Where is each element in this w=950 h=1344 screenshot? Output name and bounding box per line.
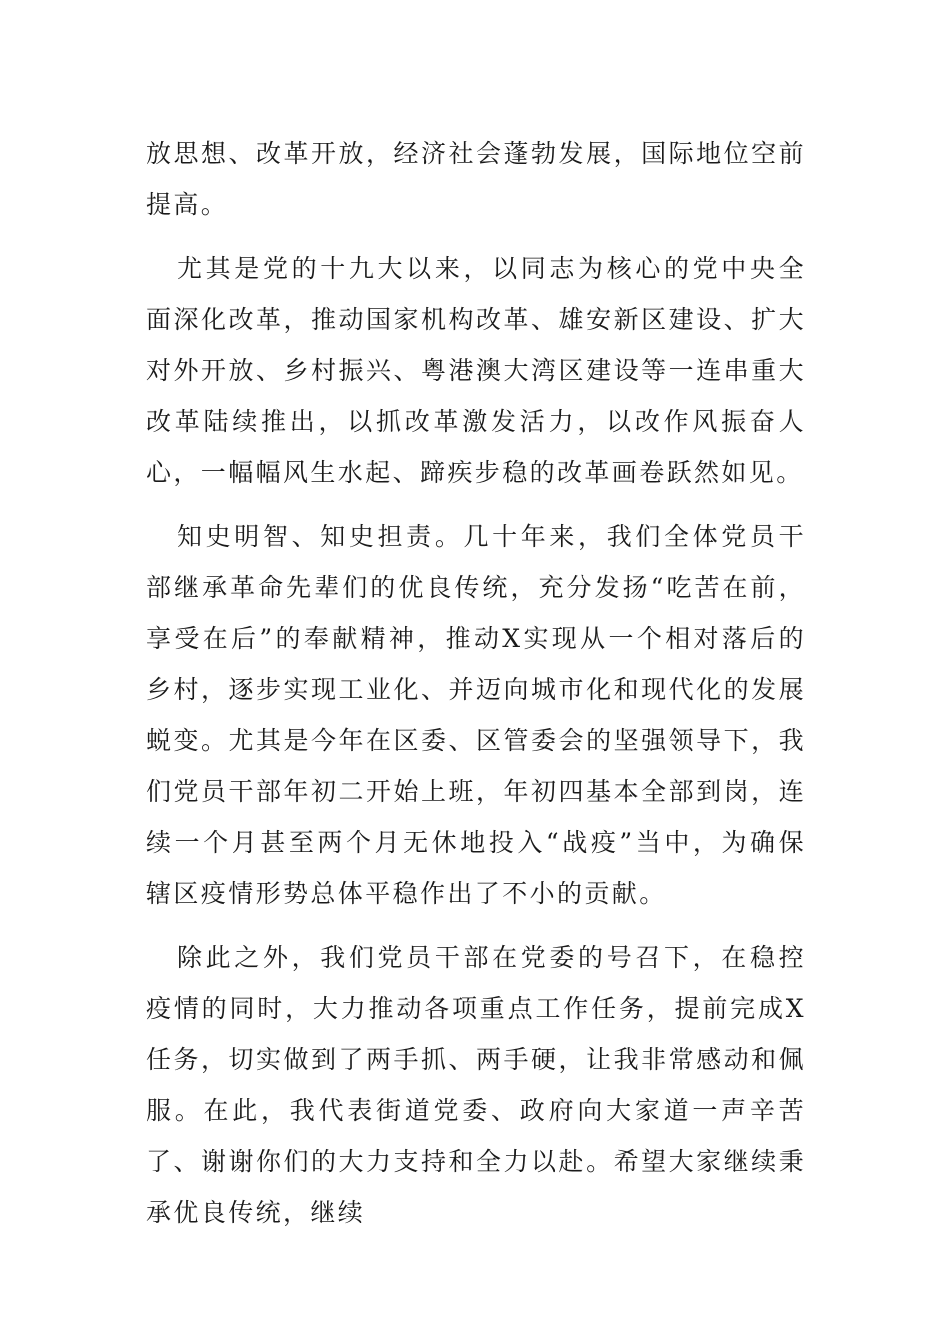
paragraph-continuation: 放思想、改革开放，经济社会蓬勃发展，国际地位空前提高。: [146, 139, 806, 219]
paragraph-history: 知史明智、知史担责。几十年来，我们全体党员干部继承革命先辈们的优良传统，充分发扬“吃苦在前，享受在后”的奉献精神，推动X实现从一个相对落后的乡村，逐步实现工业化、并迈向城市化和现代化的发展蜕变。尤其是今年在区委、区管委会的坚强领导下，我们党员干部年初二开始上班，年初四基本全部到岗，连续一个月甚至两个月无休地投入“战疫”当中，为确保辖区疫情形势总体平稳作出了不小的贡献。: [146, 522, 806, 908]
paragraph-thanks: 除此之外，我们党员干部在党委的号召下，在稳控疫情的同时，大力推动各项重点工作任务，提前完成X任务，切实做到了两手抓、两手硬，让我非常感动和佩服。在此，我代表街道党委、政府向大家道一声辛苦了、谢谢你们的大力支持和全力以赴。希望大家继续秉承优良传统，继续: [146, 943, 806, 1227]
document-body: [146, 128, 806, 1238]
paragraph-reform: 尤其是党的十九大以来，以同志为核心的党中央全面深化改革，推动国家机构改革、雄安新区建设、扩大对外开放、乡村振兴、粤港澳大湾区建设等一连串重大改革陆续推出，以抓改革激发活力，以改作风振奋人心，一幅幅风生水起、蹄疾步稳的改革画卷跃然如见。: [146, 254, 806, 487]
